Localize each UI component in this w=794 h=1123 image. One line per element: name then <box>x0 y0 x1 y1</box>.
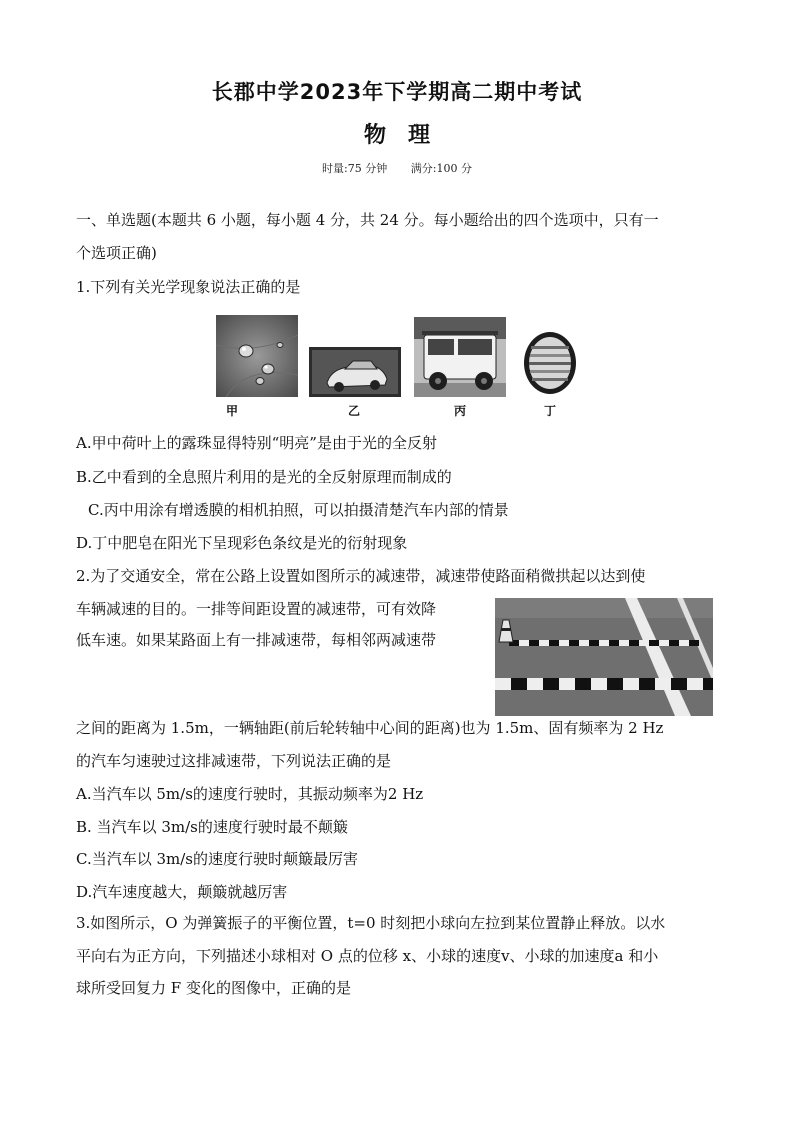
hologram-car-photo <box>309 347 401 397</box>
lotus-dewdrop-photo <box>216 315 298 397</box>
q2-stem-line3: 低车速。如果某路面上有一排减速带，每相邻两减速带 <box>76 631 437 649</box>
time-limit: 时量:75 分钟 <box>322 162 388 175</box>
q1-option-d: D.丁中肥皂在阳光下呈现彩色条纹是光的衍射现象 <box>76 534 408 552</box>
q2-option-d: D.汽车速度越大，颠簸就越厉害 <box>76 883 288 901</box>
speed-bump-photo <box>495 598 713 716</box>
q2-stem-line2: 车辆减速的目的。一排等间距设置的减速带，可有效降 <box>76 600 437 618</box>
q3-stem-line2: 平向右为正方向，下列描述小球相对 O 点的位移 x、小球的速度v、小球的加速度a 和小 <box>76 947 659 965</box>
q2-stem-line4: 之间的距离为 1.5m，一辆轴距(前后轮转轴中心间的距离)也为 1.5m、固有频率为 2 Hz <box>76 719 664 737</box>
q2-stem-line1: 2.为了交通安全，常在公路上设置如图所示的减速带，减速带使路面稍微拱起以达到使 <box>76 567 646 585</box>
q2-option-c: C.当汽车以 3m/s的速度行驶时颠簸最厉害 <box>76 850 358 868</box>
section-heading: 一、单选题(本题共 6 小题，每小题 4 分，共 24 分。每小题给出的四个选项中，只有一 <box>76 211 659 229</box>
q2-stem-line5: 的汽车匀速驶过这排减速带，下列说法正确的是 <box>76 752 392 770</box>
q1-option-c: C.丙中用涂有增透膜的相机拍照，可以拍摄清楚汽车内部的情景 <box>88 501 509 519</box>
soap-film-photo <box>522 330 578 396</box>
figure-label-yi: 乙 <box>347 404 360 418</box>
q1-option-b: B.乙中看到的全息照片利用的是光的全反射原理而制成的 <box>76 468 452 486</box>
q3-stem-line3: 球所受回复力 F 变化的图像中，正确的是 <box>76 979 351 997</box>
exam-title: 长郡中学2023年下学期高二期中考试 <box>211 80 583 104</box>
section-heading-cont: 个选项正确) <box>76 244 157 262</box>
figure-label-bing: 丙 <box>453 404 466 418</box>
subject-title: 物 理 <box>363 123 430 148</box>
figure-label-ding: 丁 <box>543 404 556 418</box>
q2-option-a: A.当汽车以 5m/s的速度行驶时，其振动频率为2 Hz <box>76 785 424 803</box>
q3-stem-line1: 3.如图所示，O 为弹簧振子的平衡位置，t=0 时刻把小球向左拉到某位置静止释放。以水 <box>76 914 666 932</box>
q2-option-b: B. 当汽车以 3m/s的速度行驶时最不颠簸 <box>76 818 348 836</box>
q1-stem: 1.下列有关光学现象说法正确的是 <box>76 278 301 296</box>
exam-meta <box>0 160 794 176</box>
figure-label-jia: 甲 <box>225 404 238 418</box>
full-score: 满分:100 分 <box>410 162 472 175</box>
q1-option-a: A.甲中荷叶上的露珠显得特别“明亮”是由于光的全反射 <box>76 434 437 452</box>
jeep-photo <box>414 317 506 397</box>
